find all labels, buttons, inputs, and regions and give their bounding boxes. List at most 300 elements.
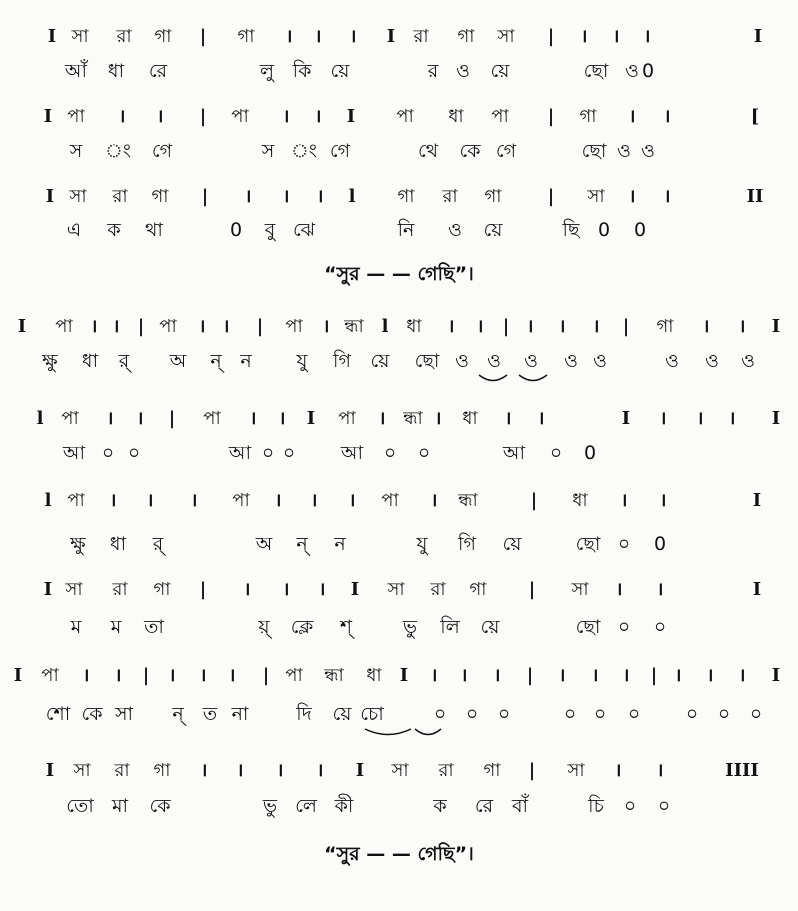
note-symbol: । (285, 26, 293, 47)
lyric-syllable: ও (741, 350, 755, 372)
lyric-syllable: চো (360, 703, 384, 725)
notation-line (0, 756, 798, 786)
note-symbol: IIII (725, 760, 759, 781)
lyric-syllable: ম (70, 616, 82, 638)
note-symbol: । (118, 106, 126, 127)
lyric-syllable: আ (340, 442, 364, 464)
note-symbol: । (612, 26, 620, 47)
note-symbol: । (615, 579, 623, 600)
note-symbol: | (547, 106, 555, 127)
lyric-syllable: অ (255, 533, 273, 555)
note-symbol: । (228, 665, 236, 686)
lyric-syllable: ভু (262, 795, 278, 817)
note-symbol: রা (413, 26, 429, 47)
note-symbol: । (504, 408, 512, 429)
note-symbol: | (502, 316, 510, 337)
lyric-syllable: য়ে (483, 219, 503, 241)
note-symbol: I (43, 106, 53, 127)
note-symbol: । (349, 26, 357, 47)
slur-mark (518, 374, 548, 386)
lyric-syllable: অ (169, 350, 187, 372)
lyric-syllable: ০ (717, 703, 731, 725)
note-symbol: গা (656, 316, 674, 337)
note-symbol: রা (112, 579, 128, 600)
note-symbol: । (728, 408, 736, 429)
note-symbol: I (346, 106, 356, 127)
note-symbol: । (558, 665, 566, 686)
note-symbol: পা (232, 490, 250, 511)
note-symbol: । (663, 186, 671, 207)
note-symbol: । (614, 760, 622, 781)
lyric-syllable: র্ (152, 533, 164, 555)
lyric-syllable: ও (617, 140, 631, 162)
lyric-syllable: ০ (623, 795, 637, 817)
note-symbol: । (537, 408, 545, 429)
note-symbol: II (746, 186, 764, 207)
lyric-syllable: ০ (653, 616, 667, 638)
lyric-syllable: তো (66, 795, 94, 817)
lyric-syllable: ন্ (172, 703, 184, 725)
lyric-syllable: র্ (118, 350, 130, 372)
note-symbol: | (256, 316, 264, 337)
lyric-syllable: ক্ষু (70, 533, 86, 555)
note-symbol: । (580, 26, 588, 47)
note-symbol: । (90, 316, 98, 337)
lyric-syllable: 0 (633, 219, 647, 241)
lyric-syllable: ম (110, 616, 122, 638)
lyric-syllable: রে (148, 60, 168, 82)
lyric-syllable: ০ (627, 703, 641, 725)
refrain-text: “সুর — — গেছি”। (324, 843, 474, 865)
note-symbol: l (44, 490, 52, 511)
notation-line (0, 22, 798, 52)
lyric-line (0, 612, 798, 642)
note-symbol: I (47, 26, 57, 47)
lyric-syllable: য়্ (258, 616, 270, 638)
note-symbol: | (199, 26, 207, 47)
note-symbol: ধা (366, 665, 382, 686)
note-symbol: ন্ধা (324, 665, 344, 686)
lyric-syllable: শো (45, 703, 71, 725)
note-symbol: সা (387, 579, 405, 600)
lyric-line (0, 791, 798, 821)
note-symbol: গা (397, 186, 415, 207)
lyric-syllable: ০ (549, 442, 563, 464)
note-symbol: | (530, 490, 538, 511)
note-symbol: সা (391, 760, 409, 781)
lyric-syllable: আ (62, 442, 86, 464)
note-symbol: রা (112, 186, 128, 207)
note-symbol: ধা (448, 106, 464, 127)
lyric-syllable: ও (487, 350, 501, 372)
note-symbol: । (200, 760, 208, 781)
note-symbol: সা (587, 186, 605, 207)
lyric-syllable: ও (455, 350, 469, 372)
lyric-syllable: থে (417, 140, 439, 162)
note-symbol: গা (151, 186, 169, 207)
note-symbol: ন্ধা (403, 408, 423, 429)
lyric-syllable: ০ (593, 703, 607, 725)
note-symbol: [ (750, 106, 760, 127)
note-symbol: । (222, 316, 230, 337)
note-symbol: । (656, 579, 664, 600)
lyric-syllable: 0 (597, 219, 611, 241)
lyric-syllable: ভু (402, 616, 418, 638)
note-symbol: পা (41, 665, 59, 686)
lyric-syllable: ও (456, 60, 470, 82)
lyric-line (0, 438, 798, 468)
note-symbol: । (244, 186, 252, 207)
lyric-syllable: ০ (749, 703, 763, 725)
lyric-syllable: লু (259, 60, 275, 82)
note-symbol: রা (438, 760, 454, 781)
note-symbol: | (168, 408, 176, 429)
note-symbol: পা (67, 106, 85, 127)
lyric-syllable: গে (151, 140, 173, 162)
note-symbol: l (348, 186, 356, 207)
lyric-syllable: ক (433, 795, 447, 817)
lyric-syllable: গে (329, 140, 351, 162)
note-symbol: । (738, 316, 746, 337)
note-symbol: । (282, 186, 290, 207)
notation-line (0, 102, 798, 132)
lyric-syllable: যু (296, 350, 308, 372)
lyric-syllable: য়ে (330, 60, 350, 82)
lyric-syllable: ক (107, 219, 121, 241)
lyric-line (0, 346, 798, 376)
note-symbol: পা (491, 106, 509, 127)
note-symbol: । (430, 665, 438, 686)
note-symbol: । (316, 760, 324, 781)
note-symbol: l (381, 316, 389, 337)
note-symbol: পা (338, 408, 356, 429)
note-symbol: পা (67, 490, 85, 511)
lyric-syllable: শ্ (340, 616, 352, 638)
lyric-syllable: ০ (497, 703, 511, 725)
note-symbol: I (771, 316, 781, 337)
note-symbol: I (386, 26, 396, 47)
lyric-syllable: ছো (414, 350, 440, 372)
lyric-syllable: ধা (107, 60, 125, 82)
refrain-text: “সুর — — গেছি”। (324, 263, 474, 285)
lyric-syllable: ও (564, 350, 578, 372)
lyric-syllable: কে (81, 703, 103, 725)
lyric-syllable: ০ (261, 442, 275, 464)
note-symbol: । (493, 665, 501, 686)
note-symbol: | (137, 316, 145, 337)
lyric-syllable: ও (641, 140, 655, 162)
note-symbol: সা (571, 579, 589, 600)
note-symbol: | (142, 665, 150, 686)
note-symbol: । (199, 665, 207, 686)
note-symbol: । (168, 665, 176, 686)
lyric-syllable: ও (593, 350, 607, 372)
note-symbol: । (696, 408, 704, 429)
note-symbol: পা (285, 316, 303, 337)
note-symbol: সা (69, 186, 87, 207)
lyric-syllable: ও (524, 350, 538, 372)
note-symbol: রা (442, 186, 458, 207)
note-symbol: । (112, 316, 120, 337)
note-symbol: ন্ধা (458, 490, 478, 511)
note-symbol: । (114, 665, 122, 686)
lyric-syllable: ০ (433, 703, 447, 725)
lyric-line (0, 56, 798, 86)
note-symbol: । (526, 316, 534, 337)
note-symbol: । (156, 106, 164, 127)
notation-line (0, 486, 798, 516)
lyric-syllable: ক্ষু (42, 350, 58, 372)
note-symbol: । (136, 408, 144, 429)
lyric-syllable: ত (202, 703, 218, 725)
note-symbol: I (306, 408, 316, 429)
lyric-syllable: গি (333, 350, 351, 372)
note-symbol: রা (430, 579, 446, 600)
lyric-syllable: ক্লে (290, 616, 314, 638)
note-symbol: । (348, 490, 356, 511)
lyric-syllable: ০ (657, 795, 671, 817)
slur-mark (414, 728, 442, 740)
note-symbol: I (17, 316, 27, 337)
note-symbol: । (378, 408, 386, 429)
lyric-syllable: মা (111, 795, 129, 817)
lyric-syllable: ধা (81, 350, 99, 372)
lyric-syllable: 0 (583, 442, 597, 464)
notation-line (0, 575, 798, 605)
lyric-syllable: 0 (653, 533, 667, 555)
note-symbol: I (621, 408, 631, 429)
note-symbol: I (355, 760, 365, 781)
note-symbol: I (350, 579, 360, 600)
note-symbol: I (43, 579, 53, 600)
lyric-syllable: ও (448, 219, 462, 241)
note-symbol: পা (61, 408, 79, 429)
notation-line (0, 182, 798, 212)
note-symbol: ন্ধা (344, 316, 364, 337)
note-symbol: । (643, 26, 651, 47)
note-symbol: । (82, 665, 90, 686)
note-symbol: । (274, 490, 282, 511)
note-symbol: I (753, 26, 763, 47)
note-symbol: I (771, 665, 781, 686)
lyric-syllable: গি (458, 533, 476, 555)
note-symbol: গা (237, 26, 255, 47)
lyric-syllable: ছো (581, 140, 607, 162)
note-symbol: ধা (572, 490, 588, 511)
lyric-syllable: ০ (417, 442, 431, 464)
lyric-syllable: র (427, 60, 439, 82)
note-symbol: | (201, 186, 209, 207)
note-symbol: সা (73, 760, 91, 781)
note-symbol: । (249, 408, 257, 429)
lyric-syllable: 0 (229, 219, 243, 241)
lyric-syllable: য়ে (490, 60, 510, 82)
note-symbol: I (399, 665, 409, 686)
lyric-syllable: বাঁ (511, 795, 529, 817)
slur-mark (364, 728, 412, 740)
note-symbol: গা (154, 26, 172, 47)
note-symbol: । (318, 579, 326, 600)
note-symbol: । (674, 665, 682, 686)
lyric-syllable: ঝে (292, 219, 316, 241)
note-symbol: । (109, 490, 117, 511)
note-symbol: । (314, 26, 322, 47)
note-symbol: । (236, 760, 244, 781)
lyric-syllable: ০ (383, 442, 397, 464)
lyric-syllable: ০ (127, 442, 141, 464)
lyric-syllable: ছো (583, 60, 609, 82)
note-symbol: | (526, 665, 534, 686)
note-symbol: I (752, 579, 762, 600)
note-symbol: সা (71, 26, 89, 47)
note-symbol: । (663, 106, 671, 127)
lyric-syllable: ০ (617, 533, 631, 555)
lyric-syllable: ০ (617, 616, 631, 638)
note-symbol: | (622, 316, 630, 337)
note-symbol: সা (65, 579, 83, 600)
note-symbol: । (558, 316, 566, 337)
note-symbol: পা (203, 408, 221, 429)
note-symbol: । (434, 408, 442, 429)
lyric-syllable: ন্ (210, 350, 222, 372)
lyric-syllable: কী (334, 795, 354, 817)
note-symbol: । (243, 579, 251, 600)
note-symbol: । (659, 408, 667, 429)
lyric-syllable: ছো (575, 533, 601, 555)
note-symbol: | (650, 665, 658, 686)
lyric-syllable: ন্ (296, 533, 308, 555)
note-symbol: | (547, 26, 555, 47)
lyric-syllable: ও (625, 60, 639, 82)
note-symbol: । (592, 316, 600, 337)
notation-line (0, 661, 798, 691)
note-symbol: পা (285, 665, 303, 686)
note-symbol: । (314, 106, 322, 127)
note-symbol: ধা (406, 316, 422, 337)
lyric-syllable: য়ে (370, 350, 390, 372)
lyric-syllable: আঁ (64, 60, 88, 82)
lyric-syllable: ছো (575, 616, 601, 638)
note-symbol: গা (457, 26, 475, 47)
lyric-syllable: ০ (101, 442, 115, 464)
lyric-syllable: ০ (685, 703, 699, 725)
lyric-syllable: সা (114, 703, 134, 725)
lyric-syllable: নি (397, 219, 415, 241)
note-symbol: I (13, 665, 23, 686)
note-symbol: গা (153, 760, 171, 781)
lyric-syllable: ধা (109, 533, 127, 555)
note-symbol: । (706, 665, 714, 686)
note-symbol: গা (483, 760, 501, 781)
lyric-syllable: ০ (563, 703, 577, 725)
lyric-syllable: ০ (465, 703, 479, 725)
lyric-syllable: য়ে (480, 616, 500, 638)
notation-line (0, 404, 798, 434)
lyric-line (0, 215, 798, 245)
note-symbol: । (622, 665, 630, 686)
lyric-syllable: লে (295, 795, 317, 817)
note-symbol: I (45, 186, 55, 207)
note-symbol: । (447, 316, 455, 337)
lyric-syllable: ং (291, 140, 317, 162)
note-symbol: সা (497, 26, 515, 47)
note-symbol: । (460, 665, 468, 686)
note-symbol: । (322, 316, 330, 337)
lyric-syllable: কে (459, 140, 481, 162)
note-symbol: । (430, 490, 438, 511)
note-symbol: । (476, 316, 484, 337)
note-symbol: রা (116, 26, 132, 47)
note-symbol: পা (55, 316, 73, 337)
note-symbol: । (276, 760, 284, 781)
lyric-syllable: ছি (562, 219, 580, 241)
lyric-syllable: ন (334, 533, 346, 555)
lyric-syllable: না (231, 703, 249, 725)
note-symbol: । (659, 490, 667, 511)
note-symbol: পা (159, 316, 177, 337)
lyric-line (0, 529, 798, 559)
lyric-syllable: গে (495, 140, 517, 162)
note-symbol: গা (579, 106, 597, 127)
lyric-syllable: বু (264, 219, 276, 241)
lyric-syllable: ও (705, 350, 719, 372)
note-symbol: | (199, 106, 207, 127)
note-symbol: গা (153, 579, 171, 600)
slur-mark (478, 374, 508, 386)
lyric-syllable: ০ (282, 442, 296, 464)
note-symbol: । (282, 106, 290, 127)
lyric-syllable: যু (416, 533, 428, 555)
note-symbol: গা (469, 579, 487, 600)
note-symbol: । (591, 665, 599, 686)
note-symbol: । (702, 316, 710, 337)
note-symbol: | (262, 665, 270, 686)
lyric-syllable: এ (66, 219, 82, 241)
note-symbol: I (45, 760, 55, 781)
lyric-syllable: আ (502, 442, 526, 464)
lyric-syllable: স (261, 140, 275, 162)
note-symbol: I (752, 490, 762, 511)
lyric-syllable: 0 (641, 60, 655, 82)
note-symbol: । (198, 316, 206, 337)
lyric-syllable: ং (105, 140, 131, 162)
note-symbol: | (528, 579, 536, 600)
lyric-syllable: ও (665, 350, 679, 372)
lyric-syllable: রে (474, 795, 494, 817)
lyric-line (0, 699, 798, 729)
lyric-syllable: কে (149, 795, 171, 817)
note-symbol: l (36, 408, 44, 429)
note-symbol: | (199, 579, 207, 600)
note-symbol: । (628, 106, 636, 127)
lyric-syllable: ন (240, 350, 252, 372)
notation-line (0, 312, 798, 342)
lyric-syllable: কি (292, 60, 312, 82)
lyric-syllable: থা (145, 219, 163, 241)
note-symbol: গা (484, 186, 502, 207)
note-symbol: | (528, 760, 536, 781)
note-symbol: । (278, 408, 286, 429)
note-symbol: । (190, 490, 198, 511)
note-symbol: । (146, 490, 154, 511)
lyric-syllable: য়ে (502, 533, 522, 555)
note-symbol: | (547, 186, 555, 207)
note-symbol: । (282, 579, 290, 600)
lyric-syllable: তা (144, 616, 164, 638)
note-symbol: পা (231, 106, 249, 127)
note-symbol: রা (114, 760, 130, 781)
note-symbol: । (310, 490, 318, 511)
